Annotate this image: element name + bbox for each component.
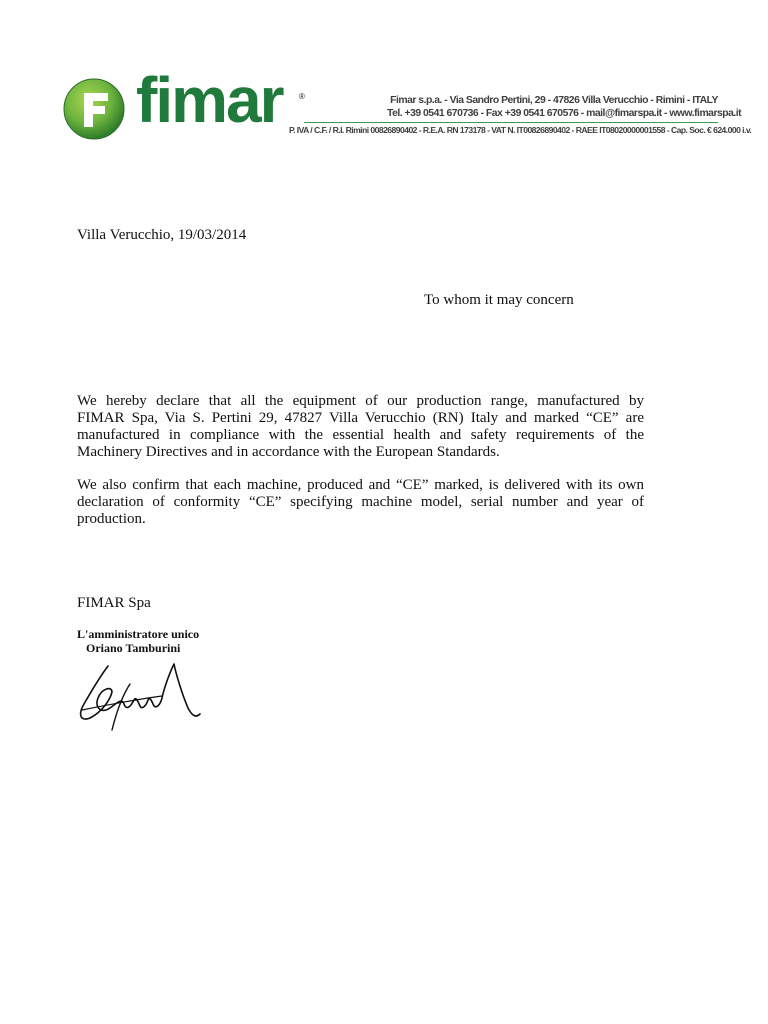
paragraph-line: declaration of conformity “CE” specifying machine model, serial number and year of xyxy=(77,494,644,510)
fiscal-line: P. IVA / C.F. / R.I. Rimini 00826890402 - R.E.A. RN 173178 - VAT N. IT00826890402 - RAEE IT08020000001558 - Cap. Soc. € 624.000 i.v. xyxy=(289,125,752,135)
signer-role: L'amministratore unico xyxy=(77,627,200,641)
confirmation-paragraph xyxy=(77,477,644,528)
company-signoff: FIMAR Spa xyxy=(77,595,151,611)
letterhead xyxy=(62,64,752,142)
address-line: Fimar s.p.a. - Via Sandro Pertini, 29 - 47826 Villa Verucchio - Rimini - ITALY xyxy=(390,95,718,106)
registered-mark: ® xyxy=(299,92,305,101)
place-date: Villa Verucchio, 19/03/2014 xyxy=(77,227,247,243)
header-divider xyxy=(304,122,718,123)
paragraph-line: We hereby declare that all the equipment of our production range, manufactured by xyxy=(77,393,644,409)
signer-name: Oriano Tamburini xyxy=(86,641,181,655)
fimar-logo-icon xyxy=(62,77,126,141)
handwritten-signature xyxy=(72,648,207,733)
paragraph-line: production. xyxy=(77,511,146,527)
contact-line: Tel. +39 0541 670736 - Fax +39 0541 670576 - mail@fimarspa.it - www.fimarspa.it xyxy=(387,108,742,119)
paragraph-line: manufactured in compliance with the essential health and safety requirements of the xyxy=(77,427,644,443)
paragraph-line: We also confirm that each machine, produced and “CE” marked, is delivered with its own xyxy=(77,477,644,493)
declaration-paragraph xyxy=(77,393,644,461)
paragraph-line: Machinery Directives and in accordance with the European Standards. xyxy=(77,444,500,460)
salutation: To whom it may concern xyxy=(424,292,574,308)
company-info xyxy=(387,94,742,120)
brand-logo-text: fimar xyxy=(136,64,283,136)
paragraph-line: FIMAR Spa, Via S. Pertini 29, 47827 Villa Verucchio (RN) Italy and marked “CE” are xyxy=(77,410,644,426)
